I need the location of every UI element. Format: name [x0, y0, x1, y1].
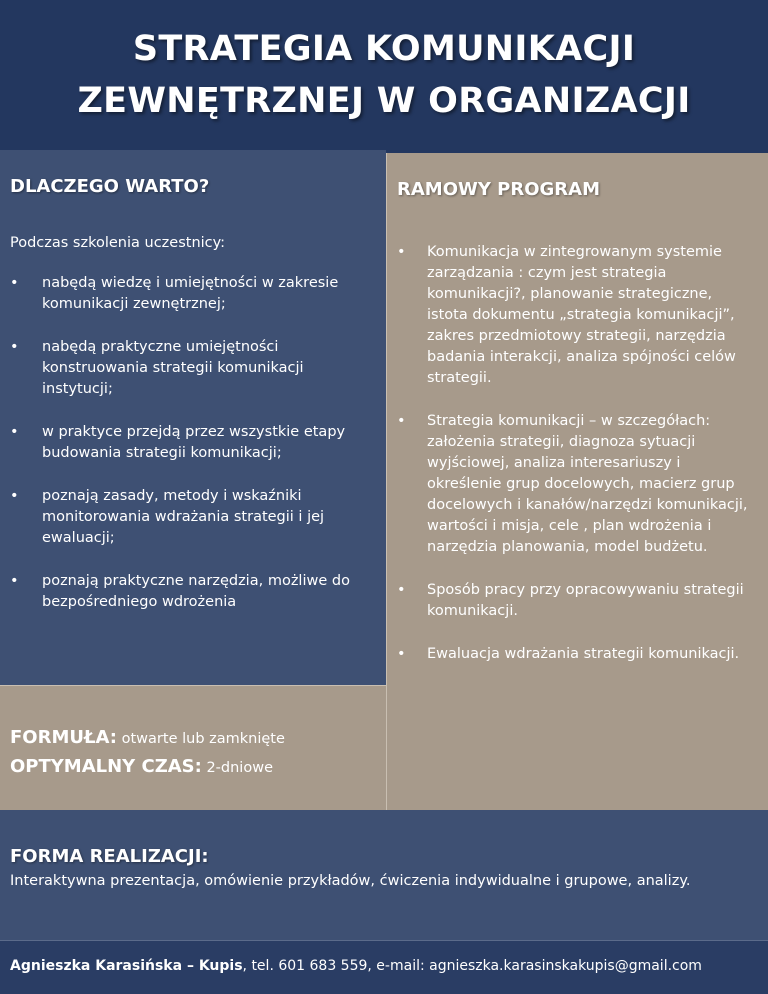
program-item-text: Komunikacja w zintegrowanym systemie zarządzania : czym jest strategia komunikacji?, planowanie strategiczne, istota dokumentu „strategia komunikacji”, zakres przedmiotowy strategii, narzędzia badania interakcji, analiza spójności celów strategii.: [427, 244, 736, 386]
time-row: [10, 753, 376, 782]
realization-text: Interaktywna prezentacja, omówienie przykładów, ćwiczenia indywidualne i grupowe, analizy.: [10, 873, 691, 889]
bullet-icon: •: [10, 573, 19, 589]
program-list: [397, 242, 748, 665]
time-label: OPTYMALNY CZAS:: [10, 756, 202, 777]
why-section: [0, 150, 386, 685]
bullet-icon: •: [397, 582, 406, 598]
list-item: [397, 242, 748, 389]
list-item: [10, 422, 370, 464]
time-value: 2-dniowe: [206, 760, 273, 776]
why-item-text: poznają praktyczne narzędzia, możliwe do bezpośredniego wdrożenia: [42, 573, 350, 610]
formula-row: [10, 724, 376, 753]
header-banner: [0, 0, 768, 150]
program-item-text: Ewaluacja wdrażania strategii komunikacji.: [427, 646, 740, 662]
list-item: [10, 571, 370, 613]
list-item: [10, 273, 370, 315]
bullet-icon: •: [10, 424, 19, 440]
formula-label: FORMUŁA:: [10, 727, 118, 748]
why-title: DLACZEGO WARTO?: [10, 176, 210, 197]
formula-value: otwarte lub zamknięte: [121, 731, 285, 747]
page-title: STRATEGIA KOMUNIKACJI ZEWNĘTRZNEJ W ORGANIZACJI: [77, 29, 691, 121]
program-item-text: Strategia komunikacji – w szczegółach: założenia strategii, diagnoza sytuacji wyjściowej, analiza interesariuszy i określenie grup docelowych, macierz grup docelowych i kanałów/narzędzi komunikacji, wartości i misja, cele , plan wdrożenia i narzędzia planowania, model budżetu.: [427, 413, 748, 555]
why-item-text: nabędą wiedzę i umiejętności w zakresie komunikacji zewnętrznej;: [42, 275, 339, 312]
realization-section: [0, 810, 768, 940]
program-item-text: Sposób pracy przy opracowywaniu strategii komunikacji.: [427, 582, 744, 619]
contact-footer: [0, 940, 768, 994]
contact-details: , tel. 601 683 559, e-mail: agnieszka.karasinskakupis@gmail.com: [242, 958, 702, 974]
program-section: [386, 153, 768, 810]
why-item-text: poznają zasady, metody i wskaźniki monitorowania wdrażania strategii i jej ewaluacji;: [42, 488, 325, 546]
list-item: [397, 580, 748, 622]
bullet-icon: •: [397, 413, 406, 429]
program-title: RAMOWY PROGRAM: [397, 179, 600, 200]
list-item: [10, 486, 370, 549]
realization-title: FORMA REALIZACJI:: [10, 846, 209, 867]
why-list: [10, 273, 370, 613]
author-name: Agnieszka Karasińska – Kupis: [10, 958, 243, 974]
bullet-icon: •: [10, 339, 19, 355]
why-intro: Podczas szkolenia uczestnicy:: [10, 235, 226, 251]
bullet-icon: •: [397, 646, 406, 662]
bullet-icon: •: [10, 488, 19, 504]
format-section: [0, 685, 386, 810]
why-item-text: nabędą praktyczne umiejętności konstruowania strategii komunikacji instytucji;: [42, 339, 304, 397]
list-item: [397, 644, 748, 665]
list-item: [397, 411, 748, 558]
bullet-icon: •: [397, 244, 406, 260]
bullet-icon: •: [10, 275, 19, 291]
why-item-text: w praktyce przejdą przez wszystkie etapy budowania strategii komunikacji;: [42, 424, 346, 461]
list-item: [10, 337, 370, 400]
